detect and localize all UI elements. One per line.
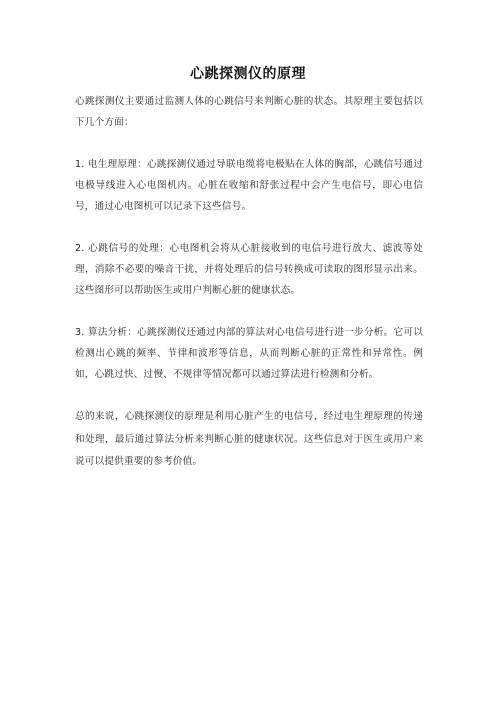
point-paragraph-3: 3. 算法分析：心跳探测仪还通过内部的算法对心电信号进行进一步分析。它可以检测出心跳的频率、节律和波形等信息，从而判断心脏的正常性和异常性。例如，心跳过快、过慢、不规律等情况都可以通过算法进行检测和分析。 (75, 327, 423, 380)
point-paragraph-2: 2. 心跳信号的处理：心电图机会将从心脏接收到的电信号进行放大、滤波等处理，消除不必要的噪音干扰，并将处理后的信号转换成可读取的图形显示出来。这些图形可以帮助医生或用户判断心脏的健康状态。 (75, 243, 423, 296)
intro-paragraph: 心跳探测仪主要通过监测人体的心跳信号来判断心脏的状态。其原理主要包括以下几个方面： (75, 96, 423, 128)
conclusion-paragraph: 总的来说，心跳探测仪的原理是利用心脏产生的电信号，经过电生理原理的传递和处理，最后通过算法分析来判断心脏的健康状况。这些信息对于医生或用户来说可以提供重要的参考价值。 (75, 411, 423, 467)
point-paragraph-1: 1. 电生理原理：心跳探测仪通过导联电缆将电极贴在人体的胸部，心跳信号通过电极导线进入心电图机内。心脏在收缩和舒张过程中会产生电信号，即心电信号，通过心电图机可以记录下这些信号。 (75, 159, 423, 212)
document-body (75, 91, 423, 495)
document-title: 心跳探测仪的原理 (190, 66, 306, 82)
